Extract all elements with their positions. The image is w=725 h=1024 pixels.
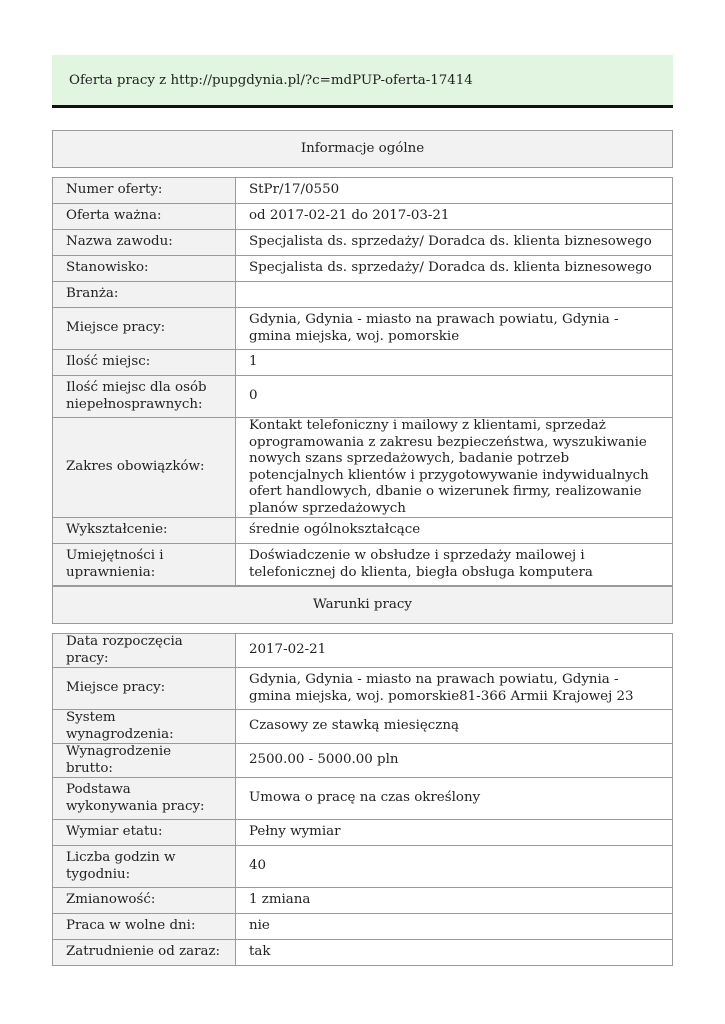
table-row	[53, 634, 673, 668]
table-row	[53, 518, 673, 544]
offer-header	[52, 55, 673, 108]
table-row	[53, 376, 673, 418]
row-value: tak	[236, 940, 673, 966]
row-value: Czasowy ze stawką miesięczną	[236, 710, 673, 744]
row-value: Kontakt telefoniczny i mailowy z klientami, sprzedaż oprogramowania z zakresu bezpieczeństwa, wyszukiwanie nowych szans sprzedażowych, badanie potrzeb potencjalnych klientów i przygotowywanie indywidualnych ofert handlowych, dbanie o wizerunek firmy, realizowanie planów sprzedażowych	[236, 418, 673, 518]
row-label: Wymiar etatu:	[53, 820, 236, 846]
row-label: System wynagrodzenia:	[53, 710, 236, 744]
row-value: Gdynia, Gdynia - miasto na prawach powiatu, Gdynia - gmina miejska, woj. pomorskie81-366 Armii Krajowej 23	[236, 668, 673, 710]
row-label: Umiejętności i uprawnienia:	[53, 544, 236, 586]
table-row	[53, 744, 673, 778]
row-label: Zakres obowiązków:	[53, 418, 236, 518]
table-row	[53, 282, 673, 308]
row-label: Wynagrodzenie brutto:	[53, 744, 236, 778]
table-row	[53, 178, 673, 204]
row-value: nie	[236, 914, 673, 940]
table-row	[53, 544, 673, 586]
row-label: Miejsce pracy:	[53, 668, 236, 710]
table-row	[53, 418, 673, 518]
row-value: średnie ogólnokształcące	[236, 518, 673, 544]
work-conditions-table	[52, 633, 673, 966]
row-label: Ilość miejsc:	[53, 350, 236, 376]
row-value: Pełny wymiar	[236, 820, 673, 846]
row-label: Liczba godzin w tygodniu:	[53, 846, 236, 888]
general-info-table	[52, 177, 673, 586]
row-value: od 2017-02-21 do 2017-03-21	[236, 204, 673, 230]
row-label: Data rozpoczęcia pracy:	[53, 634, 236, 668]
table-row	[53, 308, 673, 350]
row-value: 2500.00 - 5000.00 pln	[236, 744, 673, 778]
row-value: Umowa o pracę na czas określony	[236, 778, 673, 820]
row-value: Specjalista ds. sprzedaży/ Doradca ds. klienta biznesowego	[236, 256, 673, 282]
row-label: Podstawa wykonywania pracy:	[53, 778, 236, 820]
table-row	[53, 350, 673, 376]
table-row	[53, 668, 673, 710]
table-row	[53, 846, 673, 888]
row-label: Ilość miejsc dla osób niepełnosprawnych:	[53, 376, 236, 418]
row-value: 0	[236, 376, 673, 418]
table-row	[53, 914, 673, 940]
row-label: Stanowisko:	[53, 256, 236, 282]
table-row	[53, 940, 673, 966]
row-value: Gdynia, Gdynia - miasto na prawach powiatu, Gdynia - gmina miejska, woj. pomorskie	[236, 308, 673, 350]
row-label: Nazwa zawodu:	[53, 230, 236, 256]
row-value: 1	[236, 350, 673, 376]
row-label: Numer oferty:	[53, 178, 236, 204]
row-value: Doświadczenie w obsłudze i sprzedaży mailowej i telefonicznej do klienta, biegła obsługa komputera	[236, 544, 673, 586]
row-value: 2017-02-21	[236, 634, 673, 668]
table-row	[53, 230, 673, 256]
row-label: Miejsce pracy:	[53, 308, 236, 350]
table-row	[53, 256, 673, 282]
section-title-conditions: Warunki pracy	[52, 586, 673, 624]
row-value: StPr/17/0550	[236, 178, 673, 204]
row-label: Zatrudnienie od zaraz:	[53, 940, 236, 966]
table-row	[53, 710, 673, 744]
row-label: Praca w wolne dni:	[53, 914, 236, 940]
row-label: Wykształcenie:	[53, 518, 236, 544]
row-label: Oferta ważna:	[53, 204, 236, 230]
section-title-general: Informacje ogólne	[52, 130, 673, 168]
row-label: Branża:	[53, 282, 236, 308]
row-value	[236, 282, 673, 308]
row-value: 40	[236, 846, 673, 888]
table-row	[53, 204, 673, 230]
row-value: Specjalista ds. sprzedaży/ Doradca ds. klienta biznesowego	[236, 230, 673, 256]
row-value: 1 zmiana	[236, 888, 673, 914]
row-label: Zmianowość:	[53, 888, 236, 914]
table-row	[53, 888, 673, 914]
table-row	[53, 778, 673, 820]
table-row	[53, 820, 673, 846]
offer-source-text: Oferta pracy z http://pupgdynia.pl/?c=mdPUP-oferta-17414	[69, 73, 473, 88]
